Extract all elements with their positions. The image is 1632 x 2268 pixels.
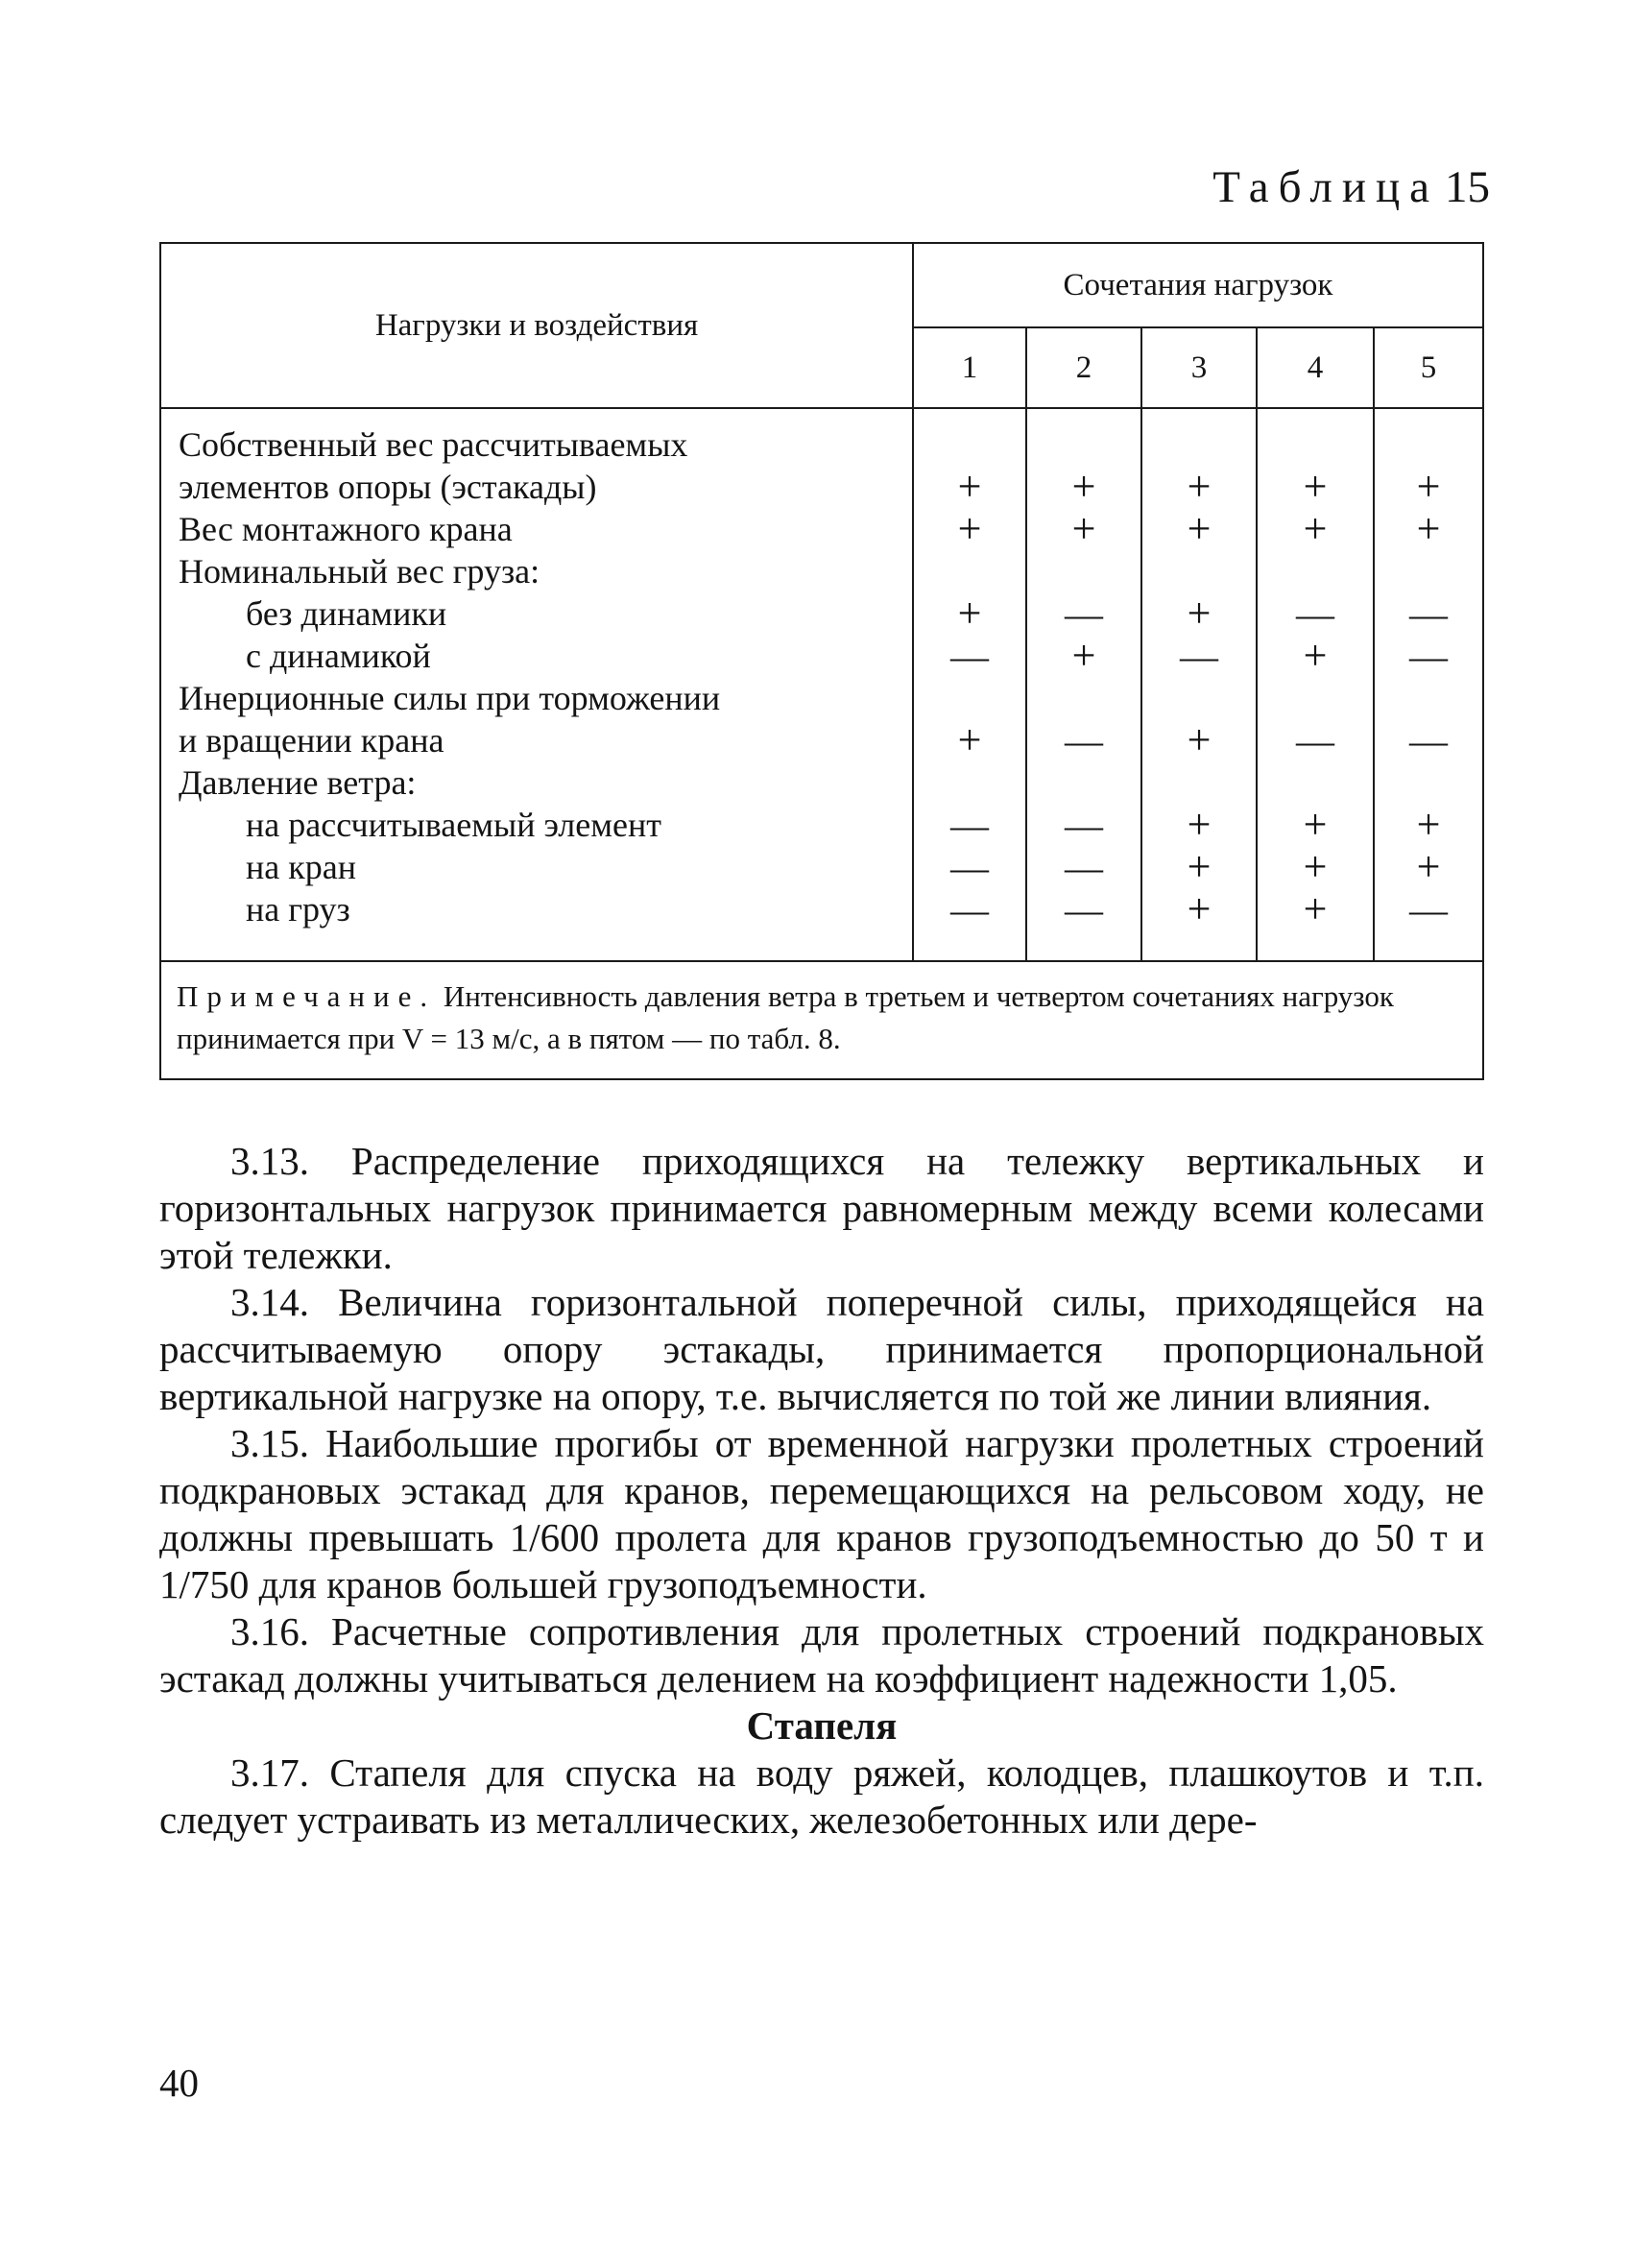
mark-plus: + bbox=[957, 590, 982, 637]
mark-plus: + bbox=[1071, 632, 1096, 679]
header-col-3: 3 bbox=[1190, 350, 1208, 385]
mark-plus: + bbox=[1187, 463, 1212, 510]
header-loads: Нагрузки и воздействия bbox=[374, 307, 699, 343]
table-row bbox=[161, 423, 1482, 466]
note-text: Интенсивность давления ветра в третьем и четвертом сочетаниях нагрузок принимается при V = 13 м/с, а в пятом — по табл. 8. bbox=[177, 979, 1394, 1055]
mark-plus: + bbox=[1303, 885, 1328, 932]
mark-plus: + bbox=[1303, 463, 1328, 510]
mark-plus: + bbox=[957, 463, 982, 510]
mark-dash: — bbox=[950, 845, 989, 889]
row-label: с динамикой bbox=[246, 637, 431, 675]
mark-plus: + bbox=[1071, 505, 1096, 552]
mark-dash: — bbox=[1296, 718, 1334, 762]
header-col-1: 1 bbox=[961, 350, 978, 385]
paragraph-3-14: 3.14. Величина горизонтальной поперечной силы, приходящейся на рассчитываемую опору эстакады, принимается пропорциональной вертикальной нагрузке на опору, т.е. вычисляется по той же линии влияния. bbox=[159, 1280, 1484, 1418]
loads-table bbox=[159, 242, 1484, 1080]
header-col-2: 2 bbox=[1075, 350, 1092, 385]
mark-dash: — bbox=[950, 887, 989, 931]
row-label: и вращении крана bbox=[179, 721, 444, 760]
mark-plus: + bbox=[1071, 463, 1096, 510]
mark-plus: + bbox=[1416, 843, 1441, 890]
table-row bbox=[161, 761, 1482, 804]
mark-plus: + bbox=[1303, 801, 1328, 848]
table-row bbox=[161, 463, 1482, 510]
page-number: 40 bbox=[159, 2061, 199, 2105]
paragraph-3-13: 3.13. Распределение приходящихся на тележку вертикальных и горизонтальных нагрузок принимается равномерным между всеми колесами этой тележки. bbox=[159, 1139, 1484, 1277]
mark-dash: — bbox=[1180, 634, 1218, 678]
table-note bbox=[177, 976, 1473, 1060]
section-title: Стапеля bbox=[746, 1703, 898, 1748]
note-prefix: Примечание. bbox=[177, 979, 437, 1013]
mark-dash: — bbox=[1065, 803, 1103, 847]
row-label: элементов опоры (эстакады) bbox=[179, 468, 597, 506]
body-text bbox=[159, 1138, 1484, 1844]
mark-dash: — bbox=[1409, 591, 1448, 636]
table-row bbox=[161, 801, 1482, 848]
mark-dash: — bbox=[1065, 718, 1103, 762]
paragraph-3-17: 3.17. Стапеля для спуска на воду ряжей, колодцев, плашкоутов и т.п. следует устраивать из металлических, железобетонных или дере- bbox=[159, 1750, 1484, 1842]
table-row bbox=[161, 550, 1482, 592]
header-combinations: Сочетания нагрузок bbox=[1063, 267, 1333, 302]
table-row bbox=[161, 716, 1482, 763]
header-col-4: 4 bbox=[1307, 350, 1324, 385]
mark-dash: — bbox=[1409, 634, 1448, 678]
mark-dash: — bbox=[1065, 845, 1103, 889]
table-caption bbox=[1212, 161, 1490, 213]
table-row bbox=[161, 843, 1482, 890]
row-label: Давление ветра: bbox=[179, 763, 417, 802]
paragraph-3-16: 3.16. Расчетные сопротивления для пролетных строений подкрановых эстакад должны учитываться делением на коэффициент надежности 1,05. bbox=[159, 1609, 1484, 1701]
row-label: Вес монтажного крана bbox=[179, 510, 513, 548]
table-row bbox=[161, 885, 1482, 932]
mark-dash: — bbox=[950, 634, 989, 678]
mark-plus: + bbox=[1187, 590, 1212, 637]
row-label: Номинальный вес груза: bbox=[179, 552, 540, 591]
header-rule-bottom bbox=[161, 407, 1482, 409]
mark-plus: + bbox=[1303, 632, 1328, 679]
mark-dash: — bbox=[950, 803, 989, 847]
mark-plus: + bbox=[1303, 843, 1328, 890]
mark-plus: + bbox=[1416, 801, 1441, 848]
mark-dash: — bbox=[1296, 591, 1334, 636]
note-rule bbox=[161, 960, 1482, 962]
mark-plus: + bbox=[1416, 463, 1441, 510]
mark-plus: + bbox=[1187, 885, 1212, 932]
mark-plus: + bbox=[1187, 716, 1212, 763]
row-label: без динамики bbox=[246, 594, 447, 633]
mark-plus: + bbox=[957, 505, 982, 552]
table-caption-number: 15 bbox=[1445, 162, 1490, 212]
table-body bbox=[161, 423, 1482, 930]
mark-dash: — bbox=[1065, 591, 1103, 636]
paragraph-3-15: 3.15. Наибольшие прогибы от временной нагрузки пролетных строений подкрановых эстакад для кранов, перемещающихся на рельсовом ходу, не должны превышать 1/600 пролета для кранов грузоподъемностью до 50 т и 1/750 для кранов большей грузоподъемности. bbox=[159, 1421, 1484, 1606]
mark-plus: + bbox=[1303, 505, 1328, 552]
mark-plus: + bbox=[1187, 505, 1212, 552]
mark-plus: + bbox=[1187, 843, 1212, 890]
table-row bbox=[161, 632, 1482, 679]
row-label: Собственный вес рассчитываемых bbox=[179, 425, 688, 464]
table-row bbox=[161, 592, 1482, 635]
mark-dash: — bbox=[1065, 887, 1103, 931]
table-row bbox=[161, 677, 1482, 719]
mark-plus: + bbox=[1187, 801, 1212, 848]
table-row bbox=[161, 505, 1482, 552]
row-label: на рассчитываемый элемент bbox=[246, 806, 661, 844]
mark-plus: + bbox=[957, 716, 982, 763]
row-label: на груз bbox=[246, 890, 350, 929]
row-label: Инерционные силы при торможении bbox=[179, 679, 721, 717]
mark-dash: — bbox=[1409, 887, 1448, 931]
table-caption-word: Таблица bbox=[1212, 162, 1439, 212]
row-label: на кран bbox=[246, 848, 356, 886]
mark-dash: — bbox=[1409, 718, 1448, 762]
mark-plus: + bbox=[1416, 505, 1441, 552]
header-col-5: 5 bbox=[1420, 350, 1437, 385]
